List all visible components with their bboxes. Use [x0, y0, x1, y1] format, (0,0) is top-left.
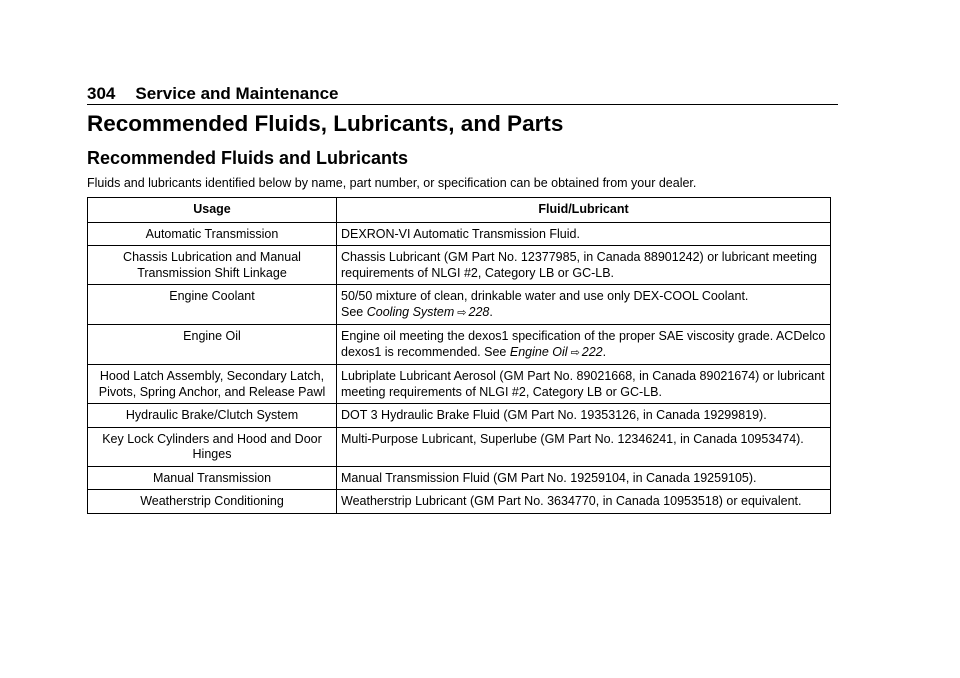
- fluid-text: 50/50 mixture of clean, drinkable water and use only DEX-COOL Coolant.: [341, 289, 749, 303]
- usage-cell: Manual Transmission: [88, 466, 337, 490]
- page-reference-arrow-icon: ⇨: [457, 306, 467, 319]
- sentence-end: .: [602, 344, 607, 359]
- page-reference-arrow-icon: ⇨: [570, 346, 580, 359]
- table-row: [88, 365, 831, 404]
- usage-cell: Hydraulic Brake/Clutch System: [88, 404, 337, 428]
- fluid-cell: Lubriplate Lubricant Aerosol (GM Part No. 89021668, in Canada 89021674) or lubricant meeting requirements of NLGI #2, Category LB or GC-LB.: [337, 365, 831, 404]
- cross-reference-link[interactable]: Engine Oil: [509, 344, 568, 359]
- table-row: [88, 404, 831, 428]
- header-rule: [87, 104, 838, 105]
- table-row: [88, 466, 831, 490]
- intro-paragraph: Fluids and lubricants identified below by name, part number, or specification can be obtained from your dealer.: [87, 176, 697, 190]
- table-row: [88, 427, 831, 466]
- fluids-table: [87, 197, 831, 514]
- usage-cell: Key Lock Cylinders and Hood and Door Hinges: [88, 427, 337, 466]
- usage-cell: Engine Coolant: [88, 285, 337, 325]
- fluid-text: Engine oil meeting the dexos1 specification of the proper SAE viscosity grade. ACDelco dexos1 is recommended.: [341, 329, 826, 359]
- cross-reference-page[interactable]: 222: [581, 344, 603, 359]
- cross-reference-link[interactable]: Cooling System: [366, 304, 455, 319]
- table-row: [88, 246, 831, 285]
- usage-cell: Engine Oil: [88, 325, 337, 365]
- see-label: See: [341, 304, 364, 319]
- usage-cell: Chassis Lubrication and Manual Transmission Shift Linkage: [88, 246, 337, 285]
- see-label: See: [484, 344, 507, 359]
- column-header-usage: Usage: [88, 198, 337, 223]
- fluid-cell: Multi-Purpose Lubricant, Superlube (GM Part No. 12346241, in Canada 10953474).: [337, 427, 831, 466]
- table-row: [88, 325, 831, 365]
- fluid-cell: [337, 325, 831, 365]
- running-header: [87, 84, 837, 104]
- fluid-cell: Weatherstrip Lubricant (GM Part No. 3634770, in Canada 10953518) or equivalent.: [337, 490, 831, 514]
- subsection-title: Recommended Fluids and Lubricants: [87, 148, 409, 168]
- usage-cell: Hood Latch Assembly, Secondary Latch, Pivots, Spring Anchor, and Release Pawl: [88, 365, 337, 404]
- fluid-cell: Chassis Lubricant (GM Part No. 12377985, in Canada 88901242) or lubricant meeting requirements of NLGI #2, Category LB or GC-LB.: [337, 246, 831, 285]
- cross-reference-page[interactable]: 228: [468, 304, 490, 319]
- section-title: Recommended Fluids, Lubricants, and Parts: [87, 111, 564, 136]
- usage-cell: Weatherstrip Conditioning: [88, 490, 337, 514]
- sentence-end: .: [489, 304, 493, 319]
- page-number: 304: [87, 84, 116, 103]
- table-row: [88, 222, 831, 246]
- usage-cell: Automatic Transmission: [88, 222, 337, 246]
- table-row: [88, 490, 831, 514]
- fluid-cell: Manual Transmission Fluid (GM Part No. 19259104, in Canada 19259105).: [337, 466, 831, 490]
- table-header-row: [88, 198, 831, 223]
- chapter-title: Service and Maintenance: [135, 84, 339, 103]
- fluid-cell: [337, 285, 831, 325]
- fluid-cell: DEXRON-VI Automatic Transmission Fluid.: [337, 222, 831, 246]
- table-row: [88, 285, 831, 325]
- column-header-fluid: Fluid/Lubricant: [337, 198, 831, 223]
- fluid-cell: DOT 3 Hydraulic Brake Fluid (GM Part No. 19353126, in Canada 19299819).: [337, 404, 831, 428]
